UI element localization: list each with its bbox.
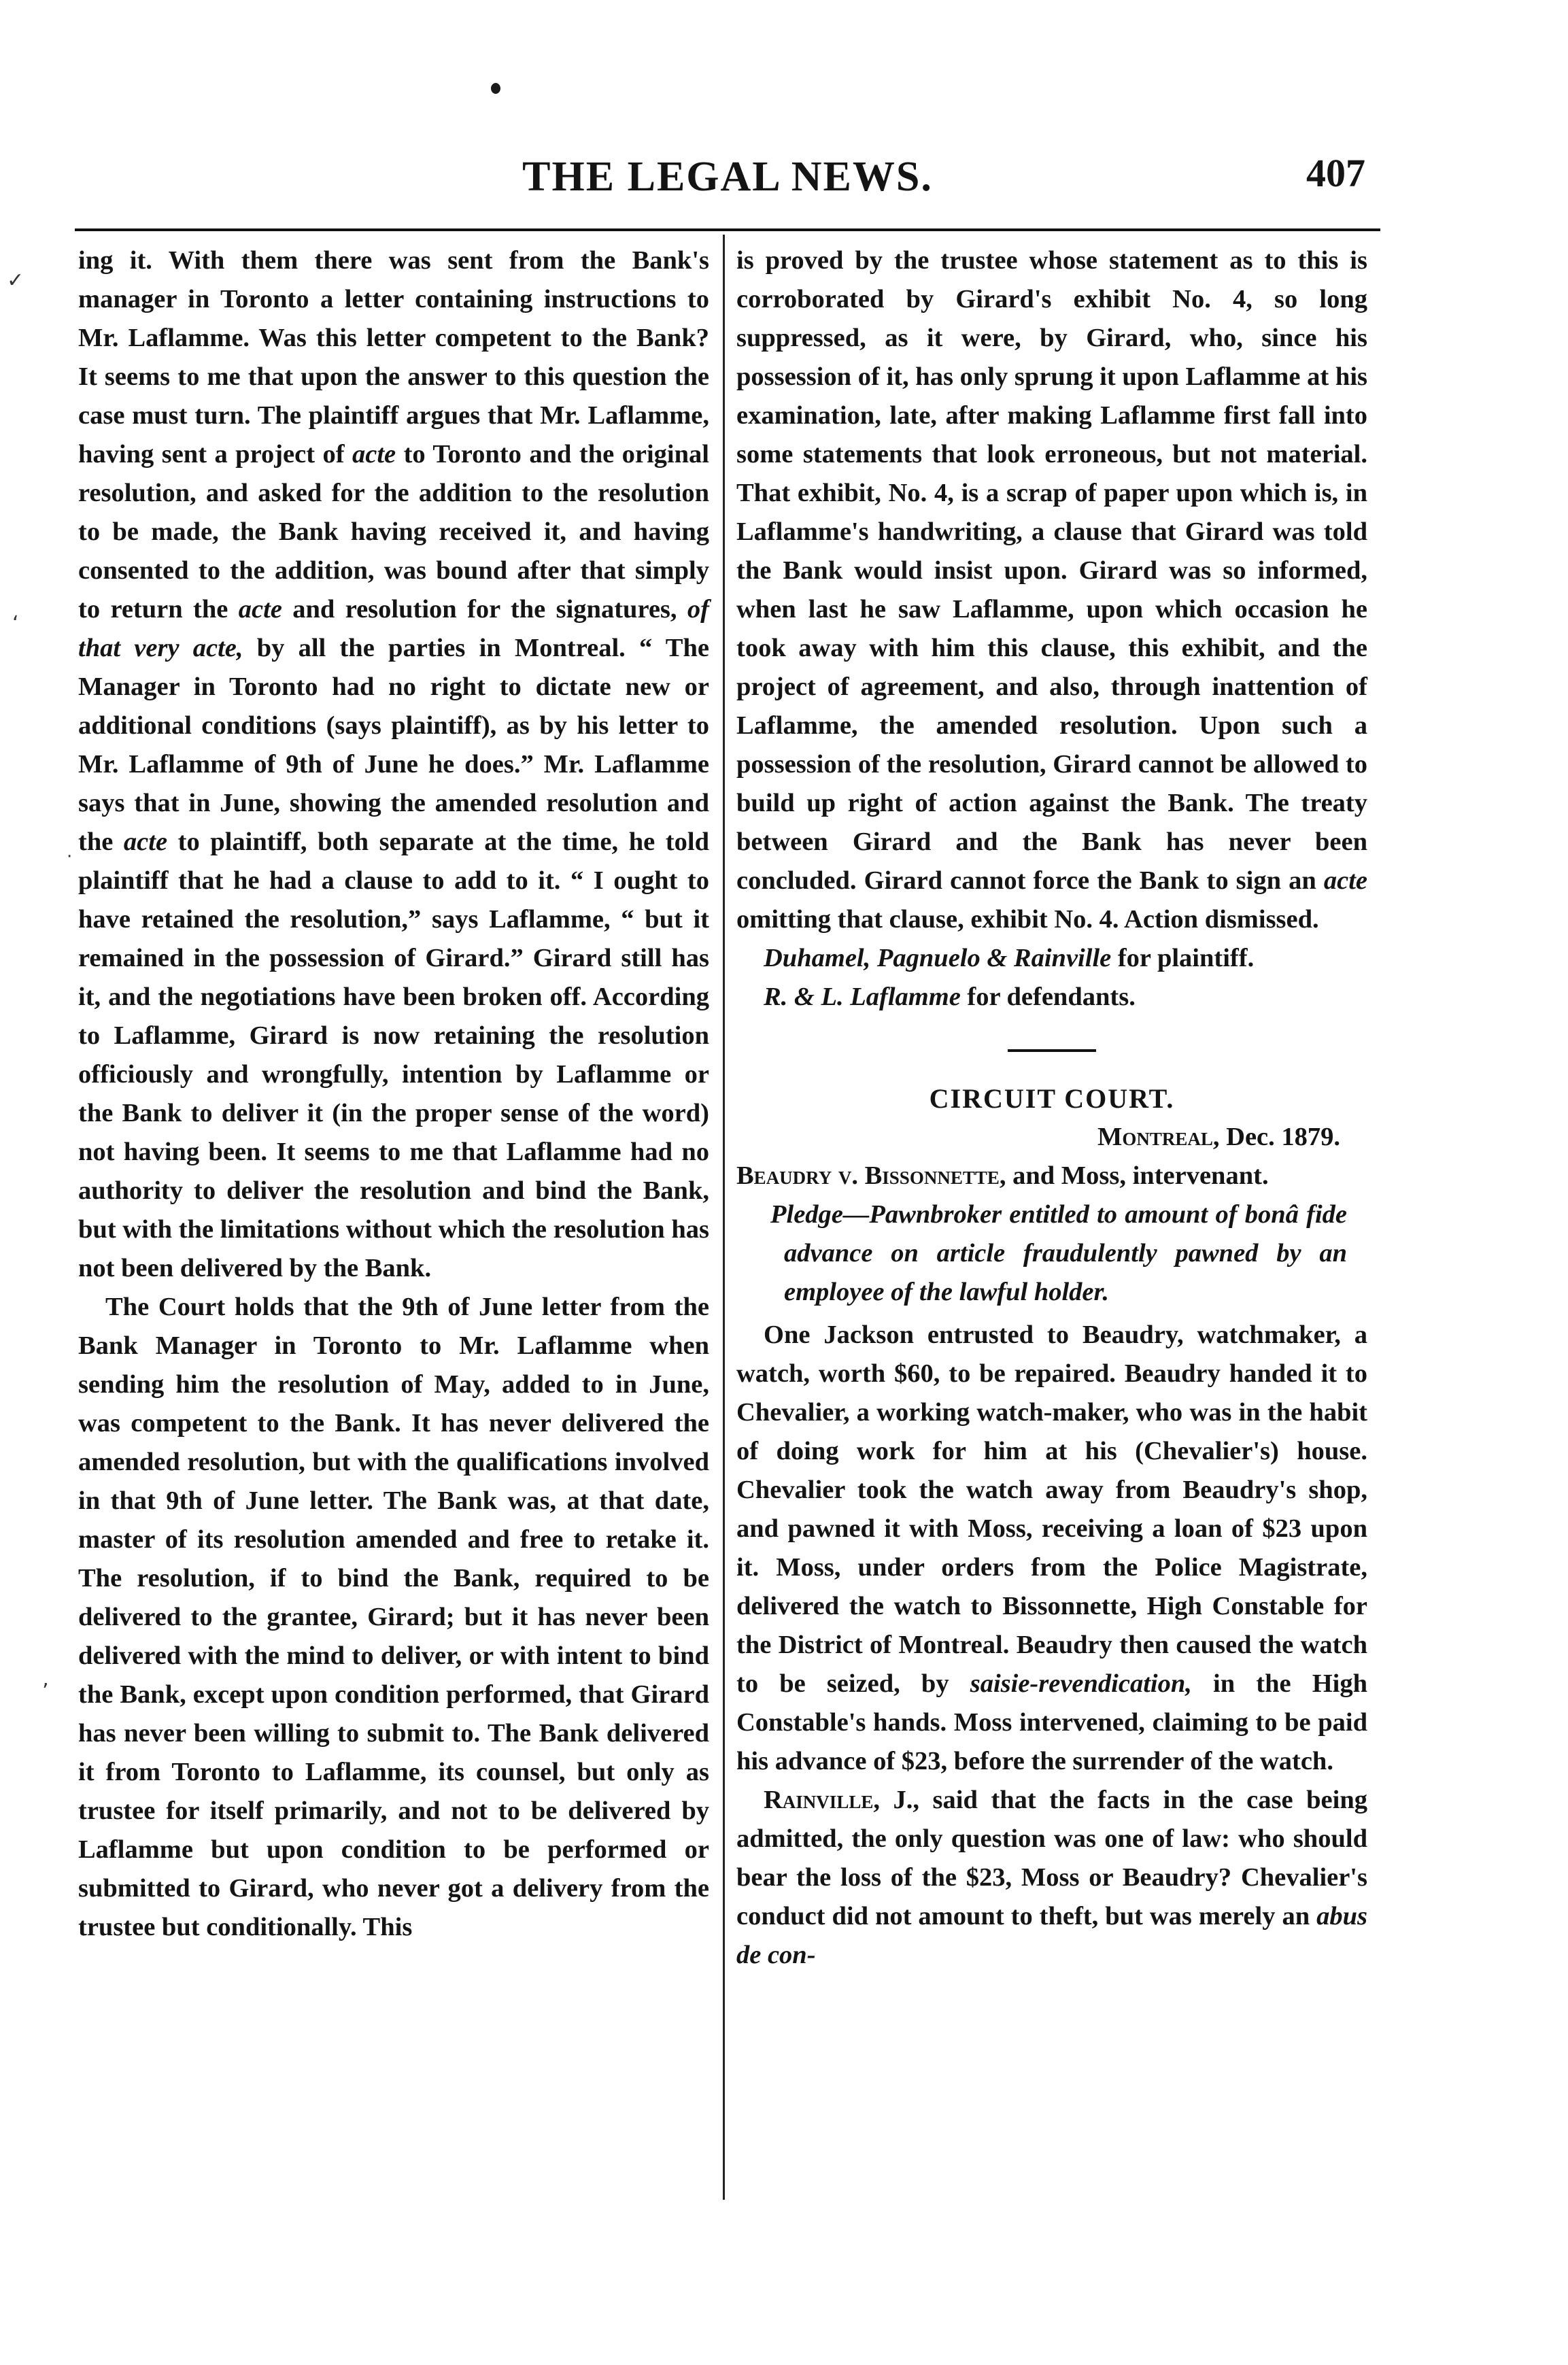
margin-bullet: ·: [67, 847, 73, 867]
right-column: [736, 241, 1367, 1975]
ink-speck: [491, 83, 500, 94]
column-divider: [723, 235, 725, 2200]
page-number: 407: [1306, 151, 1365, 195]
headnote: Pledge—Pawnbroker entitled to amount of bonâ fide advance on article fraudulently pawned by an employee of the lawful holder.: [770, 1200, 1347, 1306]
dateline: Montreal, Dec. 1879.: [1097, 1123, 1340, 1151]
running-header: [75, 153, 1380, 228]
section-separator: [1008, 1049, 1096, 1052]
left-column: [78, 241, 709, 1947]
paragraph: ing it. With them there was sent from the Bank's manager in Toronto a letter containing instructions to Mr. Laflamme. Was this letter competent to the Bank? It seems to me that upon the answer to this question the case must turn. The plaintiff argues that Mr. Laflamme, having sent a project of acte to Toronto and the original resolution, and asked for the addition to the resolution to be made, the Bank having received it, and having consented to the addition, was bound after that simply to return the acte and resolution for the signatures, of that very acte, by all the parties in Montreal. “ The Manager in Toronto had no right to dictate new or additional conditions (says plaintiff), as by his letter to Mr. Laflamme of 9th of June he does.” Mr. Laflamme says that in June, showing the amended resolution and the acte to plaintiff, both separate at the time, he told plaintiff that he had a clause to add to it. “ I ought to have retained the resolution,” says Laflamme, “ but it remained in the possession of Girard.” Girard still has it, and the negotiations have been broken off. According to Laflamme, Girard is now retaining the resolution officiously and wrongfully, intention by Laflamme or the Bank to deliver it (in the proper sense of the word) not having been. It seems to me that Laflamme had no authority to deliver the resolution and bind the Bank, but with the limitations without which the resolution has not been delivered by the Bank.: [78, 246, 709, 1282]
header-rule: [75, 228, 1380, 231]
counsel-line: R. & L. Laflamme for defendants.: [764, 983, 1136, 1011]
paragraph: is proved by the trustee whose statement as to this is corroborated by Girard's exhibit No. 4, so long suppressed, as it were, by Girard, who, since his possession of it, has only sprung it upon Laflamme at his examination, late, after making Laflamme first fall into some statements that look erroneous, but not material. That exhibit, No. 4, is a scrap of paper upon which is, in Laflamme's handwriting, a clause that Girard was told the Bank would insist upon. Girard was so informed, when last he saw Laflamme, upon which occasion he took away with him this clause, this exhibit, and the project of agreement, and also, through inattention of Laflamme, the amended resolution. Upon such a possession of the resolution, Girard cannot be allowed to build up right of action against the Bank. The treaty between Girard and the Bank has never been concluded. Girard cannot force the Bank to sign an acte omitting that clause, exhibit No. 4. Action dismissed.: [736, 246, 1367, 934]
margin-mark: ’: [42, 1680, 49, 1703]
paragraph: One Jackson entrusted to Beaudry, watchmaker, a watch, worth $60, to be repaired. Beaudry handed it to Chevalier, a working watch-maker, who was in the habit of doing work for him at his (Chevalier's) house. Chevalier took the watch away from Beaudry's shop, and pawned it with Moss, receiving a loan of $23 upon it. Moss, under orders from the Police Magistrate, delivered the watch to Bissonnette, High Constable for the District of Montreal. Beaudry then caused the watch to be seized, by saisie-revendication, in the High Constable's hands. Moss intervened, claiming to be paid his advance of $23, before the surrender of the watch.: [736, 1321, 1368, 1775]
paragraph: Rainville, J., said that the facts in the case being admitted, the only question was one of law: who should bear the loss of the $23, Moss or Beaudry? Chevalier's conduct did not amount to theft, but was merely an abus de con-: [736, 1786, 1367, 1969]
paragraph: The Court holds that the 9th of June letter from the Bank Manager in Toronto to Mr. Laflamme when sending him the resolution of May, added to in June, was competent to the Bank. It has never delivered the amended resolution, but with the qualifications involved in that 9th of June letter. The Bank was, at that date, master of its resolution amended and free to retake it. The resolution, if to bind the Bank, required to be delivered to the grantee, Girard; but it has never been delivered with the mind to deliver, or with intent to bind the Bank, except upon condition performed, that Girard has never been willing to submit to. The Bank delivered it from Toronto to Laflamme, its counsel, but only as trustee for itself primarily, and not to be delivered by Laflamme but upon condition to be performed or submitted to Girard, who never got a delivery from the trustee but conditionally. This: [78, 1293, 709, 1941]
margin-mark: ‘: [12, 612, 19, 636]
court-heading: CIRCUIT COURT.: [929, 1083, 1175, 1114]
journal-title: THE LEGAL NEWS.: [522, 154, 933, 200]
case-title: Beaudry v. Bissonnette, and Moss, intervenant.: [736, 1161, 1269, 1190]
counsel-line: Duhamel, Pagnuelo & Rainville for plaintiff.: [764, 944, 1255, 972]
margin-tick: ✓: [7, 269, 24, 292]
